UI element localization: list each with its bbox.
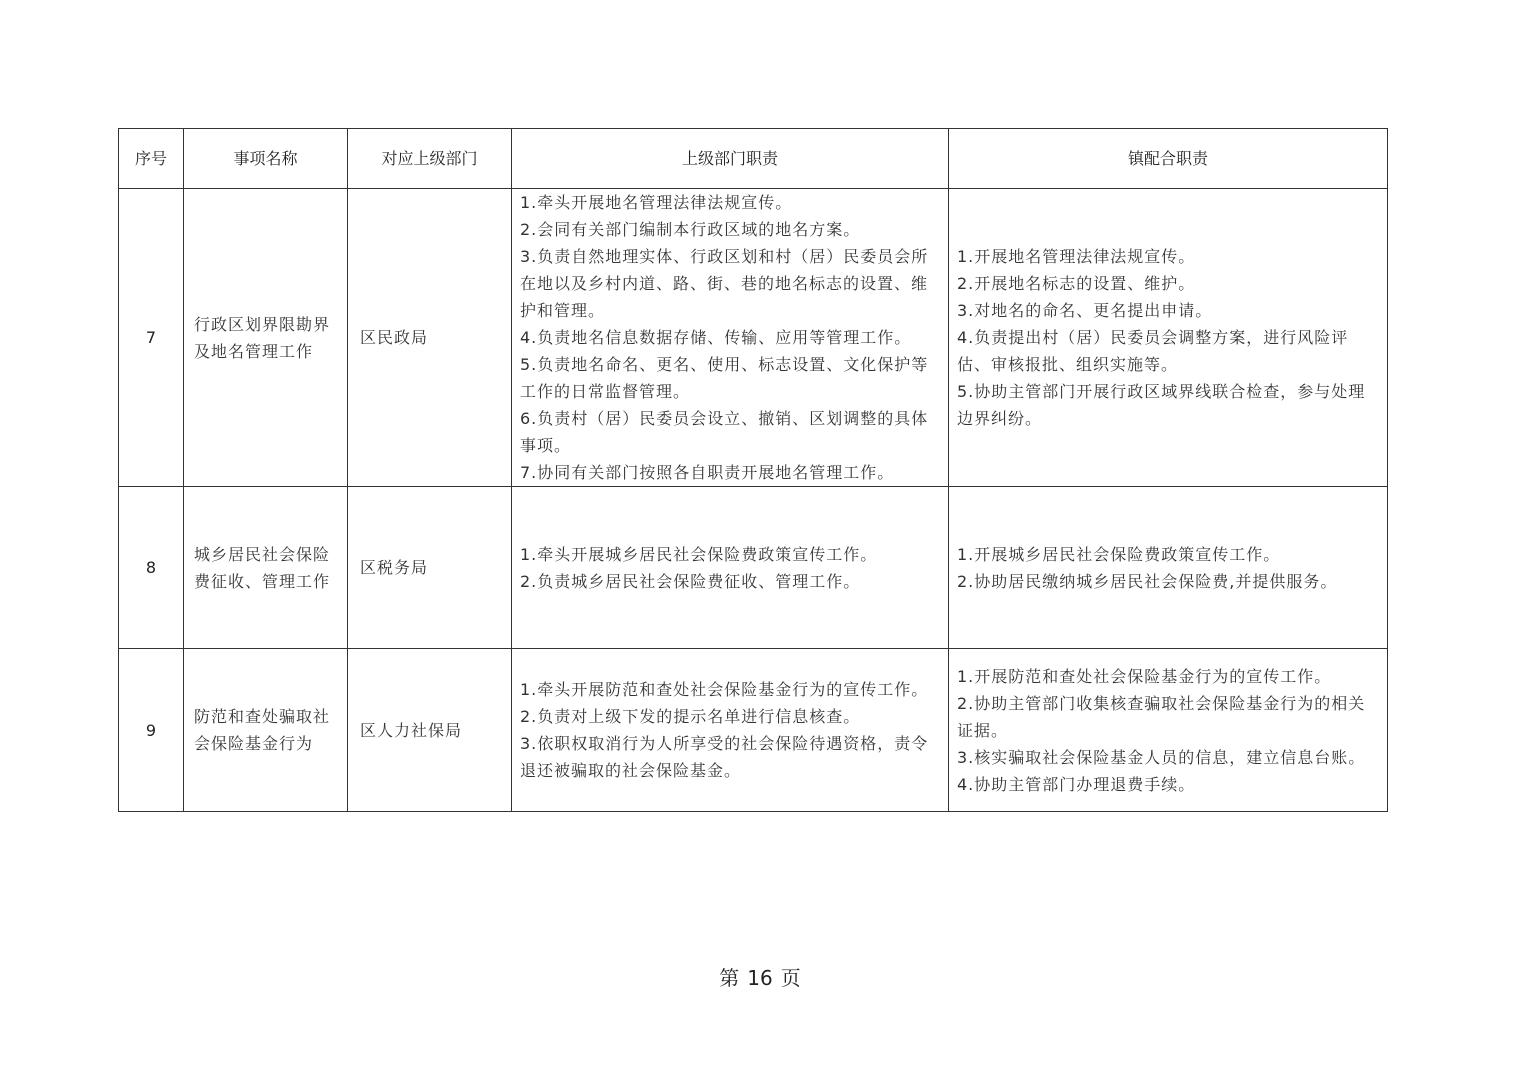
header-row bbox=[119, 129, 1388, 189]
duty-line: 1.开展城乡居民社会保险费政策宣传工作。 bbox=[957, 544, 1281, 564]
duty-line: 5.协助主管部门开展行政区域界线联合检查，参与处理边界纠纷。 bbox=[957, 382, 1366, 428]
header-superior-dept: 对应上级部门 bbox=[348, 129, 512, 189]
duty-line: 1.牵头开展地名管理法律法规宣传。 bbox=[520, 193, 793, 212]
duty-line: 2.开展地名标志的设置、维护。 bbox=[957, 274, 1196, 293]
row-superior-dept: 区人力社保局 bbox=[348, 649, 512, 812]
duty-table bbox=[118, 128, 1388, 812]
duty-line: 1.牵头开展城乡居民社会保险费政策宣传工作。 bbox=[520, 544, 878, 564]
duty-line: 2.负责对上级下发的提示名单进行信息核查。 bbox=[520, 707, 861, 726]
duty-line: 3.负责自然地理实体、行政区划和村（居）民委员会所在地以及乡村内道、路、街、巷的地名标志的设置、维护和管理。 bbox=[520, 247, 929, 320]
duty-line: 3.核实骗取社会保险基金人员的信息，建立信息台账。 bbox=[957, 747, 1366, 767]
duty-line: 3.对地名的命名、更名提出申请。 bbox=[957, 301, 1213, 320]
duty-line: 3.依职权取消行为人所享受的社会保险待遇资格，责令退还被骗取的社会保险基金。 bbox=[520, 734, 929, 780]
row-town-duties bbox=[949, 487, 1388, 649]
duty-line: 4.负责地名信息数据存储、传输、应用等管理工作。 bbox=[520, 328, 912, 347]
row-superior-dept: 区税务局 bbox=[348, 487, 512, 649]
duty-line: 6.负责村（居）民委员会设立、撤销、区划调整的具体事项。 bbox=[520, 409, 929, 455]
header-seq: 序号 bbox=[119, 129, 184, 189]
row-superior-duties bbox=[512, 649, 949, 812]
duty-line: 2.会同有关部门编制本行政区域的地名方案。 bbox=[520, 220, 861, 239]
duty-line: 4.协助主管部门办理退费手续。 bbox=[957, 774, 1196, 794]
row-seq: 9 bbox=[119, 649, 184, 812]
row-town-duties bbox=[949, 189, 1388, 487]
row-town-duties bbox=[949, 649, 1388, 812]
row-seq: 8 bbox=[119, 487, 184, 649]
duty-line: 1.开展防范和查处社会保险基金行为的宣传工作。 bbox=[957, 666, 1332, 686]
table-row bbox=[119, 189, 1388, 487]
row-item-name: 城乡居民社会保险费征收、管理工作 bbox=[184, 487, 348, 649]
row-seq: 7 bbox=[119, 189, 184, 487]
duty-line: 7.协同有关部门按照各自职责开展地名管理工作。 bbox=[520, 463, 895, 482]
table-row bbox=[119, 487, 1388, 649]
row-superior-duties bbox=[512, 189, 949, 487]
duty-line: 1.开展地名管理法律法规宣传。 bbox=[957, 247, 1196, 266]
duty-line: 4.负责提出村（居）民委员会调整方案，进行风险评估、审核报批、组织实施等。 bbox=[957, 328, 1349, 374]
duty-line: 2.负责城乡居民社会保险费征收、管理工作。 bbox=[520, 571, 861, 591]
row-superior-dept: 区民政局 bbox=[348, 189, 512, 487]
page-suffix: 页 bbox=[780, 966, 801, 990]
header-item-name: 事项名称 bbox=[184, 129, 348, 189]
duty-line: 5.负责地名命名、更名、使用、标志设置、文化保护等工作的日常监督管理。 bbox=[520, 355, 929, 401]
duty-line: 2.协助居民缴纳城乡居民社会保险费,并提供服务。 bbox=[957, 571, 1338, 591]
duty-line: 2.协助主管部门收集核查骗取社会保险基金行为的相关证据。 bbox=[957, 693, 1366, 740]
page-number: 16 bbox=[747, 966, 773, 990]
header-town-duties: 镇配合职责 bbox=[949, 129, 1388, 189]
page-prefix: 第 bbox=[719, 966, 740, 990]
row-superior-duties bbox=[512, 487, 949, 649]
row-item-name: 行政区划界限勘界及地名管理工作 bbox=[184, 189, 348, 487]
row-item-name: 防范和查处骗取社会保险基金行为 bbox=[184, 649, 348, 812]
page-footer bbox=[0, 962, 1520, 991]
table-row bbox=[119, 649, 1388, 812]
header-superior-duties: 上级部门职责 bbox=[512, 129, 949, 189]
duty-line: 1.牵头开展防范和查处社会保险基金行为的宣传工作。 bbox=[520, 680, 929, 699]
